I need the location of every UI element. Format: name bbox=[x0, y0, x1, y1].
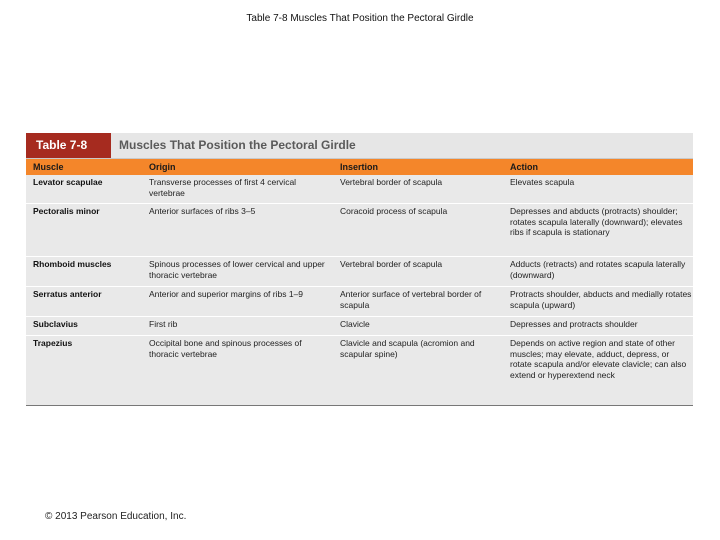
cell-origin: Spinous processes of lower cervical and upper thoracic vertebrae bbox=[149, 259, 325, 280]
cell-muscle: Subclavius bbox=[33, 319, 78, 329]
table-title: Muscles That Position the Pectoral Girdle bbox=[111, 133, 693, 158]
table-row bbox=[26, 336, 693, 400]
cell-action: Depresses and abducts (protracts) shoulder; rotates scapula laterally (downward); elevates ribs if scapula is stationary bbox=[510, 206, 683, 237]
column-header-insertion: Insertion bbox=[340, 162, 379, 172]
column-header-action: Action bbox=[510, 162, 538, 172]
table-row bbox=[26, 175, 693, 204]
cell-origin: Anterior and superior margins of ribs 1–9 bbox=[149, 289, 304, 299]
cell-origin: Transverse processes of first 4 cervical vertebrae bbox=[149, 177, 297, 198]
cell-muscle: Rhomboid muscles bbox=[33, 259, 112, 269]
table-row bbox=[26, 257, 693, 287]
cell-action: Protracts shoulder, abducts and medially rotates scapula (upward) bbox=[510, 289, 692, 310]
copyright-notice: © 2013 Pearson Education, Inc. bbox=[45, 511, 187, 522]
cell-insertion: Vertebral border of scapula bbox=[340, 177, 443, 187]
cell-action: Elevates scapula bbox=[510, 177, 575, 187]
table-number-label: Table 7-8 bbox=[26, 133, 111, 158]
cell-muscle: Serratus anterior bbox=[33, 289, 102, 299]
cell-muscle: Pectoralis minor bbox=[33, 206, 100, 216]
slide-title: Table 7-8 Muscles That Position the Pectoral Girdle bbox=[246, 13, 474, 24]
cell-origin: Anterior surfaces of ribs 3–5 bbox=[149, 206, 256, 216]
column-header-muscle: Muscle bbox=[33, 162, 64, 172]
cell-insertion: Clavicle and scapula (acromion and scapular spine) bbox=[340, 338, 475, 359]
table-row bbox=[26, 204, 693, 257]
cell-origin: Occipital bone and spinous processes of thoracic vertebrae bbox=[149, 338, 302, 359]
cell-muscle: Trapezius bbox=[33, 338, 73, 348]
cell-action: Depends on active region and state of other muscles; may elevate, adduct, depress, or rotate scapula and/or elevate clavicle; can also extend or hyperextend neck bbox=[510, 338, 687, 380]
table-header-row bbox=[26, 159, 693, 175]
cell-insertion: Vertebral border of scapula bbox=[340, 259, 443, 269]
cell-insertion: Anterior surface of vertebral border of scapula bbox=[340, 289, 482, 310]
cell-origin: First rib bbox=[149, 319, 178, 329]
cell-action: Adducts (retracts) and rotates scapula laterally (downward) bbox=[510, 259, 686, 280]
cell-insertion: Coracoid process of scapula bbox=[340, 206, 448, 216]
muscle-table bbox=[26, 133, 693, 406]
table-row bbox=[26, 317, 693, 336]
cell-action: Depresses and protracts shoulder bbox=[510, 319, 638, 329]
table-title-bar bbox=[26, 133, 693, 159]
table-row bbox=[26, 287, 693, 317]
column-header-origin: Origin bbox=[149, 162, 176, 172]
cell-insertion: Clavicle bbox=[340, 319, 370, 329]
cell-muscle: Levator scapulae bbox=[33, 177, 103, 187]
